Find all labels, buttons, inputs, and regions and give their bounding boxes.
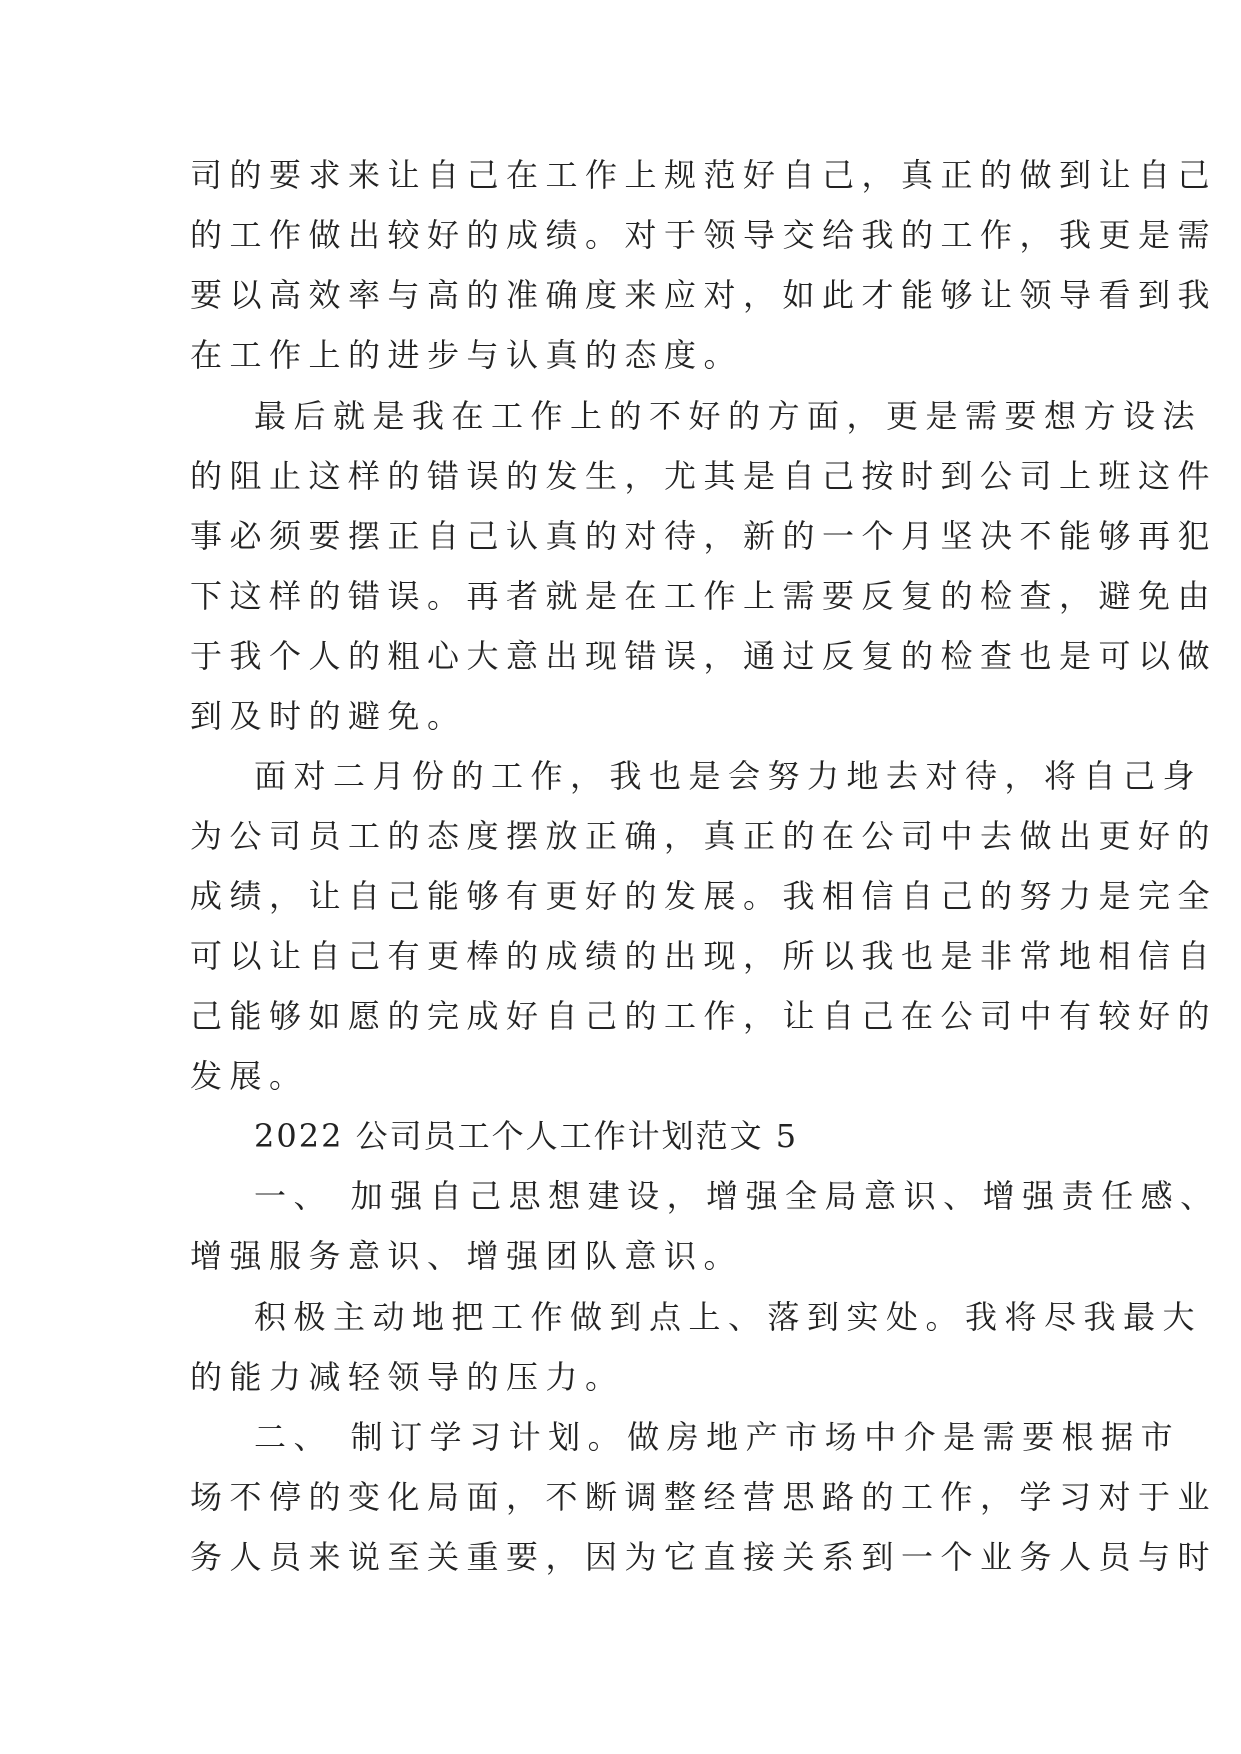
- paragraph-start-line: 面对二月份的工作，我也是会努力地去对待，将自己身: [254, 757, 1203, 795]
- text-line: 成绩，让自己能够有更好的发展。我相信自己的努力是完全: [190, 877, 1218, 915]
- section-heading: 2022 公司员工个人工作计划范文 5: [254, 1117, 799, 1155]
- text-line: 于我个人的粗心大意出现错误，通过反复的检查也是可以做: [190, 637, 1218, 675]
- text-line: 到及时的避免。: [190, 697, 467, 735]
- paragraph-start-line: 最后就是我在工作上的不好的方面，更是需要想方设法: [254, 397, 1203, 435]
- paragraph-start-line: 一、 加强自己思想建设，增强全局意识、增强责任感、: [254, 1177, 1220, 1215]
- text-line: 的阻止这样的错误的发生，尤其是自己按时到公司上班这件: [190, 457, 1218, 495]
- paragraph-start-line: 积极主动地把工作做到点上、落到实处。我将尽我最大: [254, 1298, 1203, 1336]
- text-line: 下这样的错误。再者就是在工作上需要反复的检查，避免由: [190, 577, 1218, 615]
- text-line: 场不停的变化局面，不断调整经营思路的工作，学习对于业: [190, 1478, 1218, 1516]
- paragraph-start-line: 二、 制订学习计划。做房地产市场中介是需要根据市: [254, 1418, 1181, 1456]
- text-line: 为公司员工的态度摆放正确，真正的在公司中去做出更好的: [190, 817, 1218, 855]
- text-line: 己能够如愿的完成好自己的工作，让自己在公司中有较好的: [190, 997, 1218, 1035]
- text-line: 在工作上的进步与认真的态度。: [190, 336, 744, 374]
- text-line: 发展。: [190, 1057, 309, 1095]
- text-line: 事必须要摆正自己认真的对待，新的一个月坚决不能够再犯: [190, 517, 1218, 555]
- text-line: 可以让自己有更棒的成绩的出现，所以我也是非常地相信自: [190, 937, 1218, 975]
- text-line: 务人员来说至关重要，因为它直接关系到一个业务人员与时: [190, 1538, 1218, 1576]
- text-line: 增强服务意识、增强团队意识。: [190, 1237, 744, 1275]
- text-line: 的工作做出较好的成绩。对于领导交给我的工作，我更是需: [190, 216, 1218, 254]
- text-line: 要以高效率与高的准确度来应对，如此才能够让领导看到我: [190, 276, 1218, 314]
- text-line: 的能力减轻领导的压力。: [190, 1358, 625, 1396]
- text-line: 司的要求来让自己在工作上规范好自己，真正的做到让自己: [190, 156, 1218, 194]
